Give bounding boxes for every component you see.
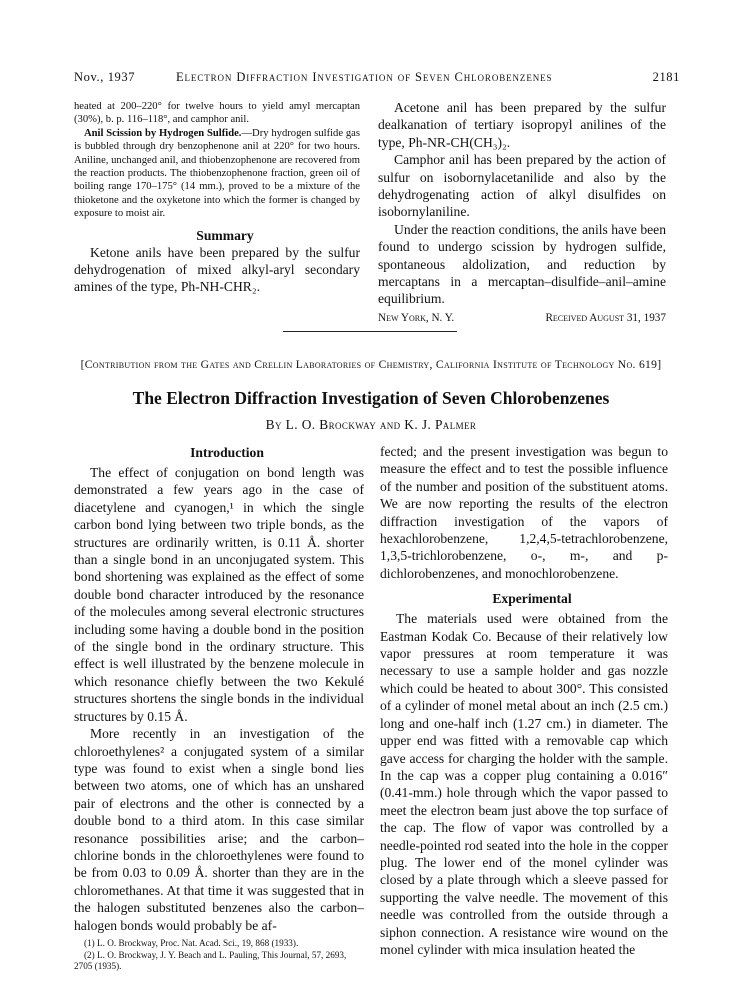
running-head [74, 70, 680, 88]
run-in-heading: Anil Scission by Hydrogen Sulfide. [84, 127, 242, 139]
introduction-section [74, 444, 364, 934]
footnotes [74, 938, 364, 973]
article-right-column [380, 443, 668, 958]
introduction-continued [380, 443, 668, 582]
introduction-heading: Introduction [190, 445, 264, 460]
article-divider [283, 331, 457, 332]
anil-scission-paragraph [74, 127, 360, 221]
summary-paragraph: Under the reaction conditions, the anils have been found to undergo scission by hydrogen sulfide, spontaneous aldolization, and reduction by mercaptans in a mercaptan–disulfide–anil–amine equilibrium. [378, 221, 666, 307]
summary-paragraph: Camphor anil has been prepared by the action of sulfur on isobornylacetanilide and also by the dehydrogenating action of alkyl disulfides on isobornylaniline. [378, 152, 666, 220]
footnote: (1) L. O. Brockway, Proc. Nat. Acad. Sci., 19, 868 (1933). [84, 937, 299, 948]
summary-paragraph: Ketone anils have been prepared by the sulfur dehydrogenation of mixed alkyl-aryl secondary amines of the type, Ph-NH-CHR₂. [74, 244, 360, 295]
page-number: 2181 [652, 70, 680, 84]
running-title: Electron Diffraction Investigation of Seven Chlorobenzenes [176, 70, 553, 84]
location: New York, N. Y. [378, 311, 455, 324]
introduction-paragraph: More recently in an investigation of the chloroethylenes² a conjugated system of a similar type was found to exist when a single bond lies between two atoms, one of which has an unshared pair of electrons and the other is connected by a double bond to a third atom. In this case similar resonance possibilities arise; and the carbon–chlorine bonds in the chloroethylenes were found to be from 0.03 to 0.09 Å. shorter than they are in the chloromethanes. At that time it was suggested that in the halogen substituted benzenes also the carbon–halogen bonds would probably be af- [74, 726, 364, 933]
experimental-paragraph: The materials used were obtained from the Eastman Kodak Co. Because of their relatively low vapor pressures at room temperature it was necessary to use a sample holder and gas nozzle which could be heated to about 300°. This consisted of a cylinder of monel metal about an inch (2.5 cm.) long and one-half inch (1.27 cm.) in diameter. The upper end was fitted with a removable cap which gave access for charging the holder with the sample. In the cap was a copper plug containing a 0.016″ (0.41-mm.) hole through which the vapor passed to meet the electron beam just above the top surface of the cap. The flow of vapor was controlled by a needle-pointed rod seated into the hole in the copper plug. The lower end of the monel cylinder was closed by a plate through which a sleeve passed for supporting the valve needle. The movement of this needle was controlled from the outside through a siphon connection. A resistance wire wound on the monel cylinder with mica insulation heated the [380, 611, 668, 957]
issue-date: Nov., 1937 [74, 70, 136, 84]
experimental-paragraph: heated at 200–220° for twelve hours to yield amyl mercaptan (30%), b. p. 116–118°, and camphor anil. [74, 101, 360, 126]
summary-continued [378, 99, 666, 308]
byline: By L. O. Brockway and K. J. Palmer [265, 417, 477, 432]
introduction-paragraph: The effect of conjugation on bond length was demonstrated a few years ago in the case of diacetylene and cyanogen,¹ in which the single carbon bond lying between two triple bonds, as the structures are ordinarily written, is 0.11 Å. shorter than a single bond in an unconjugated system. This bond shortening was explained as the effect of some double bond character introduced by the resonance of the molecules among several electronic structures including some having a double bond in the position of the single bond in the ordinary structure. This effect is well illustrated by the benzene molecule in which resonance chiefly between the two Kekulé structures shortens the single bonds in the individual structures by 0.15 Å. [74, 465, 364, 724]
anil-scission-text: —Dry hydrogen sulfide gas is bubbled through dry benzophenone anil at 220° for two hours. Aniline, unchanged anil, and thiobenzophenone are recovered from the reaction products. The thiobenzophenone fraction, green oil of boiling range 170–175° (14 mm.), proved to be a mixture of the thioketone and the oxyketone into which the former is changed by exposure to moist air. [74, 127, 360, 220]
contribution-line: [Contribution from the Gates and Crellin Laboratories of Chemistry, California Institute of Technology No. 619] [80, 358, 662, 371]
dateline [378, 311, 666, 326]
experimental-heading: Experimental [492, 591, 572, 607]
footnote: (2) L. O. Brockway, J. Y. Beach and L. Pauling, This Journal, 57, 2693, 2705 (1935). [74, 949, 347, 972]
received-date: Received August 31, 1937 [545, 311, 666, 324]
summary-paragraph: Acetone anil has been prepared by the sulfur dealkanation of tertiary isopropyl anilines of the type, Ph-NR-CH(CH₃)₂. [378, 100, 666, 150]
previous-article-right-column [378, 99, 666, 326]
article-left-column [74, 444, 364, 973]
experimental-section [380, 590, 668, 958]
previous-article-left-column [74, 100, 360, 296]
experimental-fragment [74, 100, 360, 221]
article-title: The Electron Diffraction Investigation of Seven Chlorobenzenes [132, 388, 610, 408]
summary-section [74, 227, 360, 296]
introduction-paragraph: fected; and the present investigation was begun to measure the effect and to test the possible influence of the number and position of the substituent atoms. We are now reporting the results of the electron diffraction investigation of the vapors of hexachlorobenzene, 1,2,4,5-tetrachlorobenzene, 1,3,5-trichlorobenzene, o-, m-, and p-dichlorobenzenes, and monochlorobenzene. [380, 444, 668, 581]
summary-heading: Summary [196, 227, 254, 243]
